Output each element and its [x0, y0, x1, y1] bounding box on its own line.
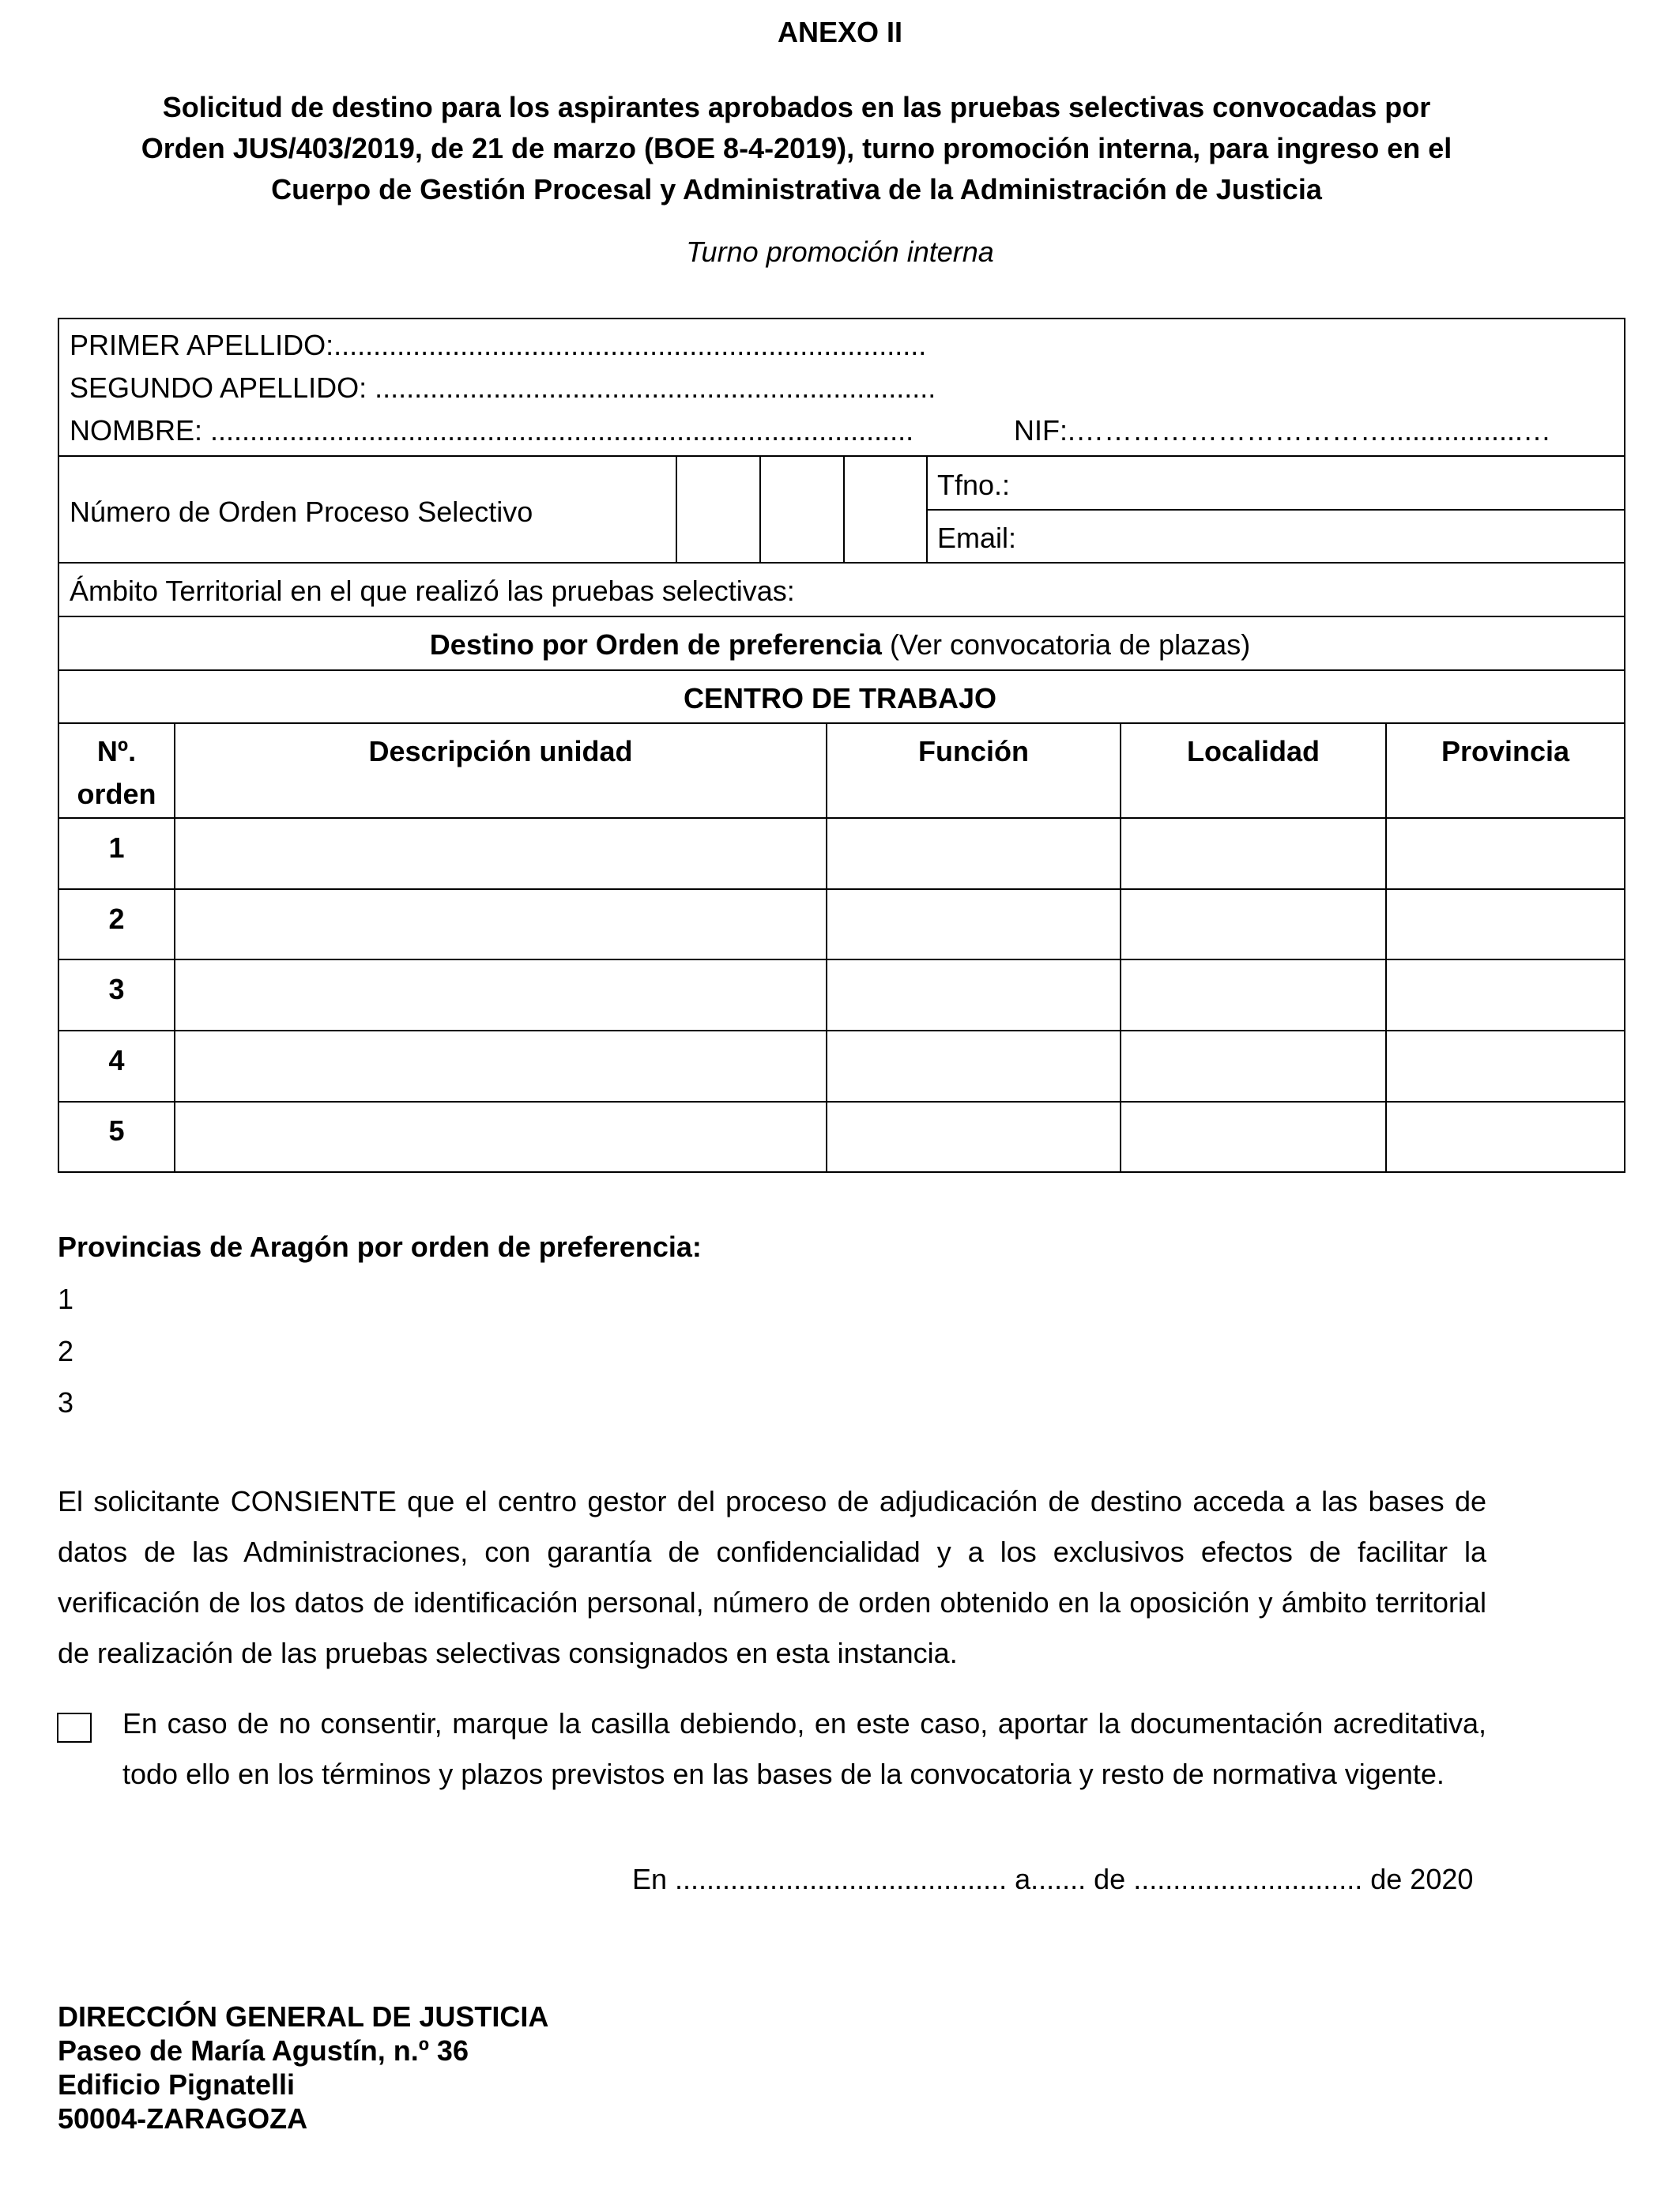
- tfno-field[interactable]: Tfno.:: [937, 469, 1011, 501]
- nif-field[interactable]: NIF:.…………………………….................…: [1014, 414, 1552, 447]
- divider: [58, 722, 1625, 724]
- provincia-item: 1: [58, 1283, 74, 1315]
- numero-orden-digit-3[interactable]: [845, 457, 926, 562]
- divider: [174, 722, 175, 1173]
- row-number: 5: [108, 1114, 125, 1147]
- row-number: 4: [108, 1044, 125, 1076]
- nombre-field[interactable]: NOMBRE: .........................................................................................: [70, 414, 914, 447]
- numero-orden-digit-1[interactable]: [677, 457, 759, 562]
- col-descripcion-header: Descripción unidad: [368, 735, 633, 767]
- numero-orden-digit-2[interactable]: [761, 457, 843, 562]
- ambito-territorial-field[interactable]: Ámbito Territorial en el que realizó las pruebas selectivas:: [70, 575, 795, 607]
- date-line[interactable]: En .......................................... a....... de ............................. de 2020: [632, 1863, 1474, 1895]
- address-line: 50004-ZARAGOZA: [58, 2102, 308, 2135]
- row-number: 1: [108, 831, 125, 864]
- provincia-item: 2: [58, 1335, 74, 1367]
- destino-note: (Ver convocatoria de plazas): [881, 628, 1251, 661]
- divider: [1120, 722, 1121, 1173]
- title-line: Solicitud de destino para los aspirantes aprobados en las pruebas selectivas convocadas por: [162, 91, 1431, 123]
- address-line: Edificio Pignatelli: [58, 2068, 296, 2101]
- col-funcion-header: Función: [918, 735, 1029, 767]
- centro-trabajo-heading: CENTRO DE TRABAJO: [683, 682, 997, 714]
- divider: [58, 1030, 1625, 1031]
- divider: [58, 669, 1625, 671]
- col-orden-line: orden: [77, 778, 156, 810]
- divider: [58, 817, 1625, 819]
- col-localidad-header: Localidad: [1186, 735, 1320, 767]
- col-provincia-header: Provincia: [1441, 735, 1570, 767]
- col-orden-header: [59, 735, 174, 811]
- row-number: 2: [108, 903, 125, 935]
- provincias-heading: Provincias de Aragón por orden de preferencia:: [58, 1231, 702, 1263]
- divider: [58, 616, 1625, 617]
- consent-paragraph: El solicitante CONSIENTE que el centro gestor del proceso de adjudicación de destino acceda a las bases de datos de las Administraciones, con garantía de confidencialidad y a los exclusivos efectos de facilitar la verificación de los datos de identificación personal, número de orden obtenido en la oposición y ámbito territorial de realización de las pruebas selectivas consignados en esta instancia.: [58, 1485, 1486, 1669]
- address-line: DIRECCIÓN GENERAL DE JUSTICIA: [58, 2000, 549, 2033]
- segundo-apellido-field[interactable]: SEGUNDO APELLIDO: .......................................................................: [70, 371, 936, 404]
- provincia-item: 3: [58, 1386, 74, 1419]
- subtitle: Turno promoción interna: [686, 236, 994, 268]
- document-title: [85, 87, 1508, 210]
- divider: [58, 888, 1625, 890]
- divider: [926, 509, 1625, 511]
- address-block: [58, 2000, 548, 2136]
- divider: [58, 959, 1625, 960]
- email-field[interactable]: Email:: [937, 522, 1017, 554]
- divider: [1385, 722, 1387, 1173]
- no-consent-paragraph: En caso de no consentir, marque la casilla debiendo, en este caso, aportar la documentación acreditativa, todo ello en los términos y plazos previstos en las bases de la convocatoria y resto de normativa vigente.: [122, 1707, 1486, 1790]
- title-line: Cuerpo de Gestión Procesal y Administrativa de la Administración de Justicia: [271, 173, 1322, 205]
- divider: [826, 722, 827, 1173]
- row-number: 3: [108, 973, 125, 1005]
- divider: [58, 1101, 1625, 1103]
- address-line: Paseo de María Agustín, n.º 36: [58, 2034, 469, 2067]
- divider: [58, 562, 1625, 564]
- title-line: Orden JUS/403/2019, de 21 de marzo (BOE 8-4-2019), turno promoción interna, para ingreso en el: [141, 132, 1452, 164]
- col-orden-line: Nº.: [96, 735, 137, 767]
- annex-title: ANEXO II: [777, 16, 903, 48]
- primer-apellido-field[interactable]: PRIMER APELLIDO:...........................................................................: [70, 329, 927, 361]
- no-consent-checkbox[interactable]: [57, 1713, 92, 1743]
- destino-bold: Destino por Orden de preferencia: [429, 628, 882, 661]
- numero-orden-label: Número de Orden Proceso Selectivo: [70, 496, 533, 528]
- destino-heading: [0, 628, 1680, 662]
